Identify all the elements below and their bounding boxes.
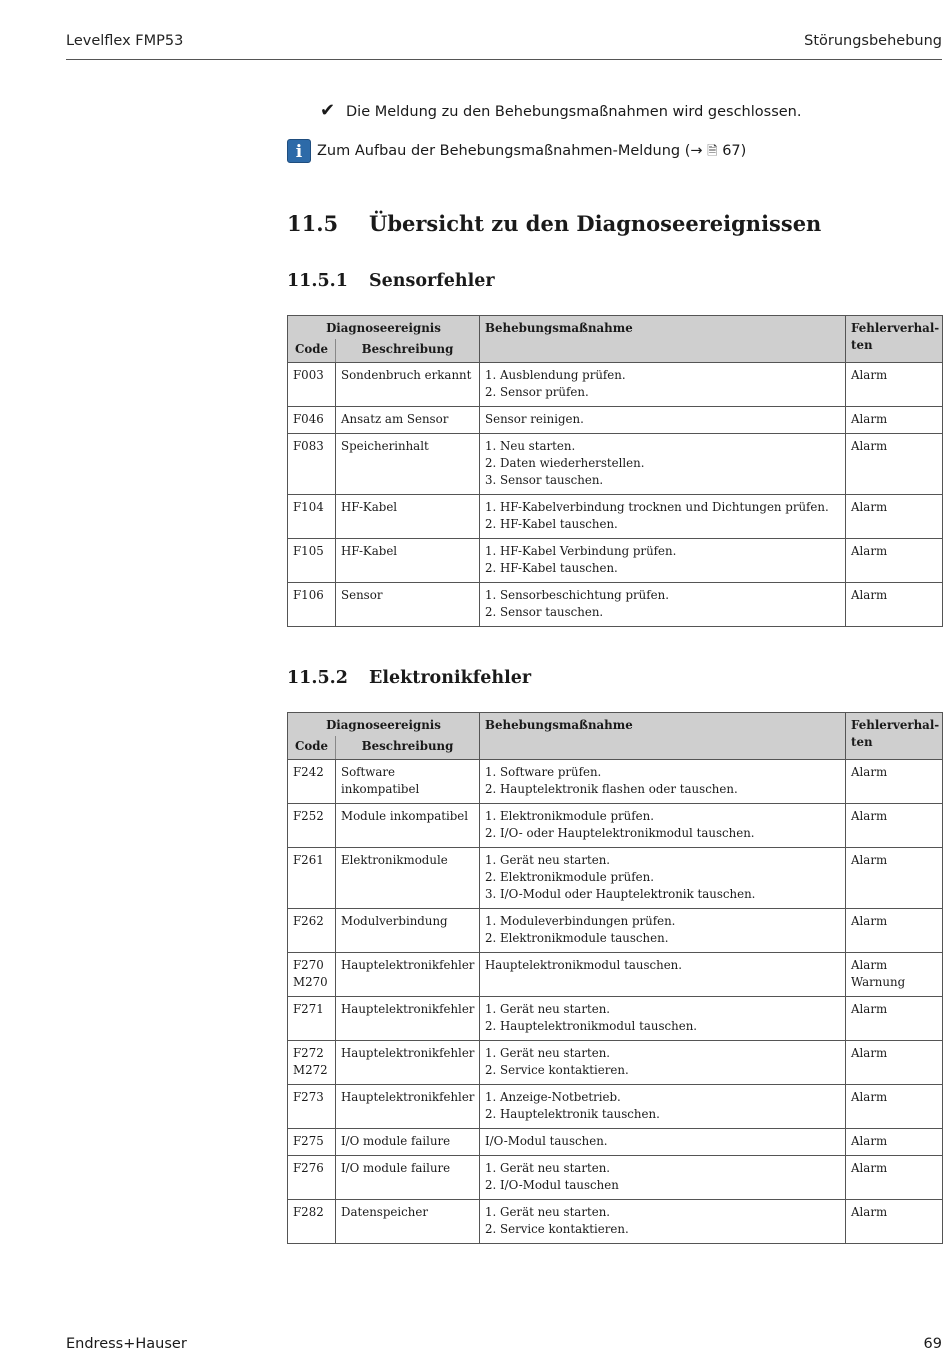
- table-row: [288, 1129, 943, 1156]
- cell-behavior: Alarm: [846, 997, 943, 1041]
- cell-behavior: Alarm: [846, 495, 943, 539]
- header-product: Levelflex FMP53: [66, 33, 184, 49]
- table-row: [288, 760, 943, 804]
- column-header-code: Code: [288, 339, 336, 363]
- column-header-behavior: Fehlerverhal-ten: [846, 713, 943, 760]
- cell-code: F273: [288, 1085, 336, 1129]
- table-row: [288, 848, 943, 909]
- cell-remedy: Hauptelektronikmodul tauschen.: [480, 953, 846, 997]
- cell-behavior: Alarm: [846, 1085, 943, 1129]
- table-row: [288, 1156, 943, 1200]
- cell-code: F282: [288, 1200, 336, 1244]
- table-row: [288, 363, 943, 407]
- cell-code: F276: [288, 1156, 336, 1200]
- cell-description: Hauptelektronikfehler: [336, 953, 480, 997]
- table-row: [288, 407, 943, 434]
- cell-remedy: 1. Sensorbeschichtung prüfen. 2. Sensor tauschen.: [480, 583, 846, 627]
- cell-behavior: Alarm: [846, 804, 943, 848]
- result-line: [320, 100, 801, 121]
- section-heading: [287, 211, 821, 236]
- table-row: [288, 1085, 943, 1129]
- cell-code: F105: [288, 539, 336, 583]
- cell-remedy: 1. Moduleverbindungen prüfen. 2. Elektronikmodule tauschen.: [480, 909, 846, 953]
- cell-behavior: Alarm Warnung: [846, 953, 943, 997]
- page-header: [66, 33, 942, 60]
- column-header-code: Code: [288, 736, 336, 760]
- table-row: [288, 434, 943, 495]
- cell-behavior: Alarm: [846, 760, 943, 804]
- cell-code: F261: [288, 848, 336, 909]
- cell-remedy: 1. Gerät neu starten. 2. Service kontaktieren.: [480, 1041, 846, 1085]
- section-title: Übersicht zu den Diagnoseereignissen: [369, 211, 822, 236]
- cell-description: Ansatz am Sensor: [336, 407, 480, 434]
- subsection-number: 11.5.1: [287, 271, 348, 291]
- cell-behavior: Alarm: [846, 1041, 943, 1085]
- note-suffix: ): [740, 143, 747, 159]
- subsection-title: Elektronikfehler: [369, 668, 532, 688]
- cell-remedy: 1. HF-Kabelverbindung trocknen und Dichtungen prüfen. 2. HF-Kabel tauschen.: [480, 495, 846, 539]
- cell-behavior: Alarm: [846, 1156, 943, 1200]
- cell-code: F003: [288, 363, 336, 407]
- cell-behavior: Alarm: [846, 848, 943, 909]
- footer-company: Endress+Hauser: [66, 1336, 187, 1352]
- cell-description: Datenspeicher: [336, 1200, 480, 1244]
- cell-description: Modulverbindung: [336, 909, 480, 953]
- cell-code: F270 M270: [288, 953, 336, 997]
- cell-code: F106: [288, 583, 336, 627]
- cell-remedy: I/O-Modul tauschen.: [480, 1129, 846, 1156]
- cell-description: I/O module failure: [336, 1156, 480, 1200]
- cell-description: HF-Kabel: [336, 539, 480, 583]
- cell-description: I/O module failure: [336, 1129, 480, 1156]
- cell-remedy: 1. Anzeige-Notbetrieb. 2. Hauptelektronik tauschen.: [480, 1085, 846, 1129]
- header-chapter: Störungsbehebung: [804, 33, 942, 49]
- table-row: [288, 495, 943, 539]
- sensor-error-table: [287, 315, 943, 627]
- cell-remedy: 1. Elektronikmodule prüfen. 2. I/O- oder Hauptelektronikmodul tauschen.: [480, 804, 846, 848]
- cell-remedy: Sensor reinigen.: [480, 407, 846, 434]
- cell-description: Speicherinhalt: [336, 434, 480, 495]
- cell-code: F271: [288, 997, 336, 1041]
- cell-code: F242: [288, 760, 336, 804]
- note-prefix: Zum Aufbau der Behebungsmaßnahmen-Meldung (: [317, 143, 691, 159]
- cell-code: F083: [288, 434, 336, 495]
- result-text: Die Meldung zu den Behebungsmaßnahmen wird geschlossen.: [346, 104, 802, 120]
- cell-behavior: Alarm: [846, 1129, 943, 1156]
- cell-description: Hauptelektronikfehler: [336, 997, 480, 1041]
- column-header-description: Beschreibung: [336, 339, 480, 363]
- cell-behavior: Alarm: [846, 434, 943, 495]
- column-header-remedy: Behebungsmaßnahme: [480, 316, 846, 363]
- cell-remedy: 1. Gerät neu starten. 2. I/O-Modul tauschen: [480, 1156, 846, 1200]
- cell-remedy: 1. Ausblendung prüfen. 2. Sensor prüfen.: [480, 363, 846, 407]
- column-group-diagnoseereignis: Diagnoseereignis: [288, 316, 480, 340]
- cell-description: Sondenbruch erkannt: [336, 363, 480, 407]
- page-number: 69: [923, 1336, 942, 1352]
- cell-code: F104: [288, 495, 336, 539]
- cell-remedy: 1. HF-Kabel Verbindung prüfen. 2. HF-Kabel tauschen.: [480, 539, 846, 583]
- subsection-title: Sensorfehler: [369, 271, 495, 291]
- cell-remedy: 1. Gerät neu starten. 2. Service kontaktieren.: [480, 1200, 846, 1244]
- arrow-icon: →: [690, 143, 703, 159]
- table-row: [288, 1200, 943, 1244]
- cell-description: Hauptelektronikfehler: [336, 1041, 480, 1085]
- cell-remedy: 1. Neu starten. 2. Daten wiederherstellen. 3. Sensor tauschen.: [480, 434, 846, 495]
- cell-description: HF-Kabel: [336, 495, 480, 539]
- column-header-remedy: Behebungsmaßnahme: [480, 713, 846, 760]
- column-group-diagnoseereignis: Diagnoseereignis: [288, 713, 480, 737]
- cell-code: F275: [288, 1129, 336, 1156]
- table-row: [288, 583, 943, 627]
- electronics-error-table: [287, 712, 943, 1244]
- cell-behavior: Alarm: [846, 1200, 943, 1244]
- cell-code: F262: [288, 909, 336, 953]
- cell-code: F252: [288, 804, 336, 848]
- cell-description: Software inkompatibel: [336, 760, 480, 804]
- table-row: [288, 539, 943, 583]
- table-row: [288, 997, 943, 1041]
- cell-description: Sensor: [336, 583, 480, 627]
- checkmark-icon: ✔: [320, 100, 336, 121]
- cell-behavior: Alarm: [846, 909, 943, 953]
- cell-behavior: Alarm: [846, 363, 943, 407]
- cell-description: Module inkompatibel: [336, 804, 480, 848]
- info-icon: i: [287, 139, 311, 163]
- subsection-heading-electronics: [287, 668, 531, 688]
- table-row: [288, 953, 943, 997]
- cell-behavior: Alarm: [846, 583, 943, 627]
- cell-code: F272 M272: [288, 1041, 336, 1085]
- column-header-behavior: Fehlerverhal-ten: [846, 316, 943, 363]
- cell-remedy: 1. Software prüfen. 2. Hauptelektronik flashen oder tauschen.: [480, 760, 846, 804]
- cell-remedy: 1. Gerät neu starten. 2. Hauptelektronikmodul tauschen.: [480, 997, 846, 1041]
- table-row: [288, 909, 943, 953]
- section-number: 11.5: [287, 211, 339, 236]
- note-page-link[interactable]: 67: [722, 143, 741, 159]
- info-note: [287, 139, 746, 164]
- cell-remedy: 1. Gerät neu starten. 2. Elektronikmodule prüfen. 3. I/O-Modul oder Hauptelektronik tauschen.: [480, 848, 846, 909]
- cell-behavior: Alarm: [846, 539, 943, 583]
- subsection-number: 11.5.2: [287, 668, 348, 688]
- table-row: [288, 804, 943, 848]
- column-header-description: Beschreibung: [336, 736, 480, 760]
- subsection-heading-sensor: [287, 271, 495, 291]
- page-icon: 🗎: [707, 144, 718, 159]
- table-row: [288, 1041, 943, 1085]
- cell-description: Hauptelektronikfehler: [336, 1085, 480, 1129]
- cell-description: Elektronikmodule: [336, 848, 480, 909]
- cell-behavior: Alarm: [846, 407, 943, 434]
- cell-code: F046: [288, 407, 336, 434]
